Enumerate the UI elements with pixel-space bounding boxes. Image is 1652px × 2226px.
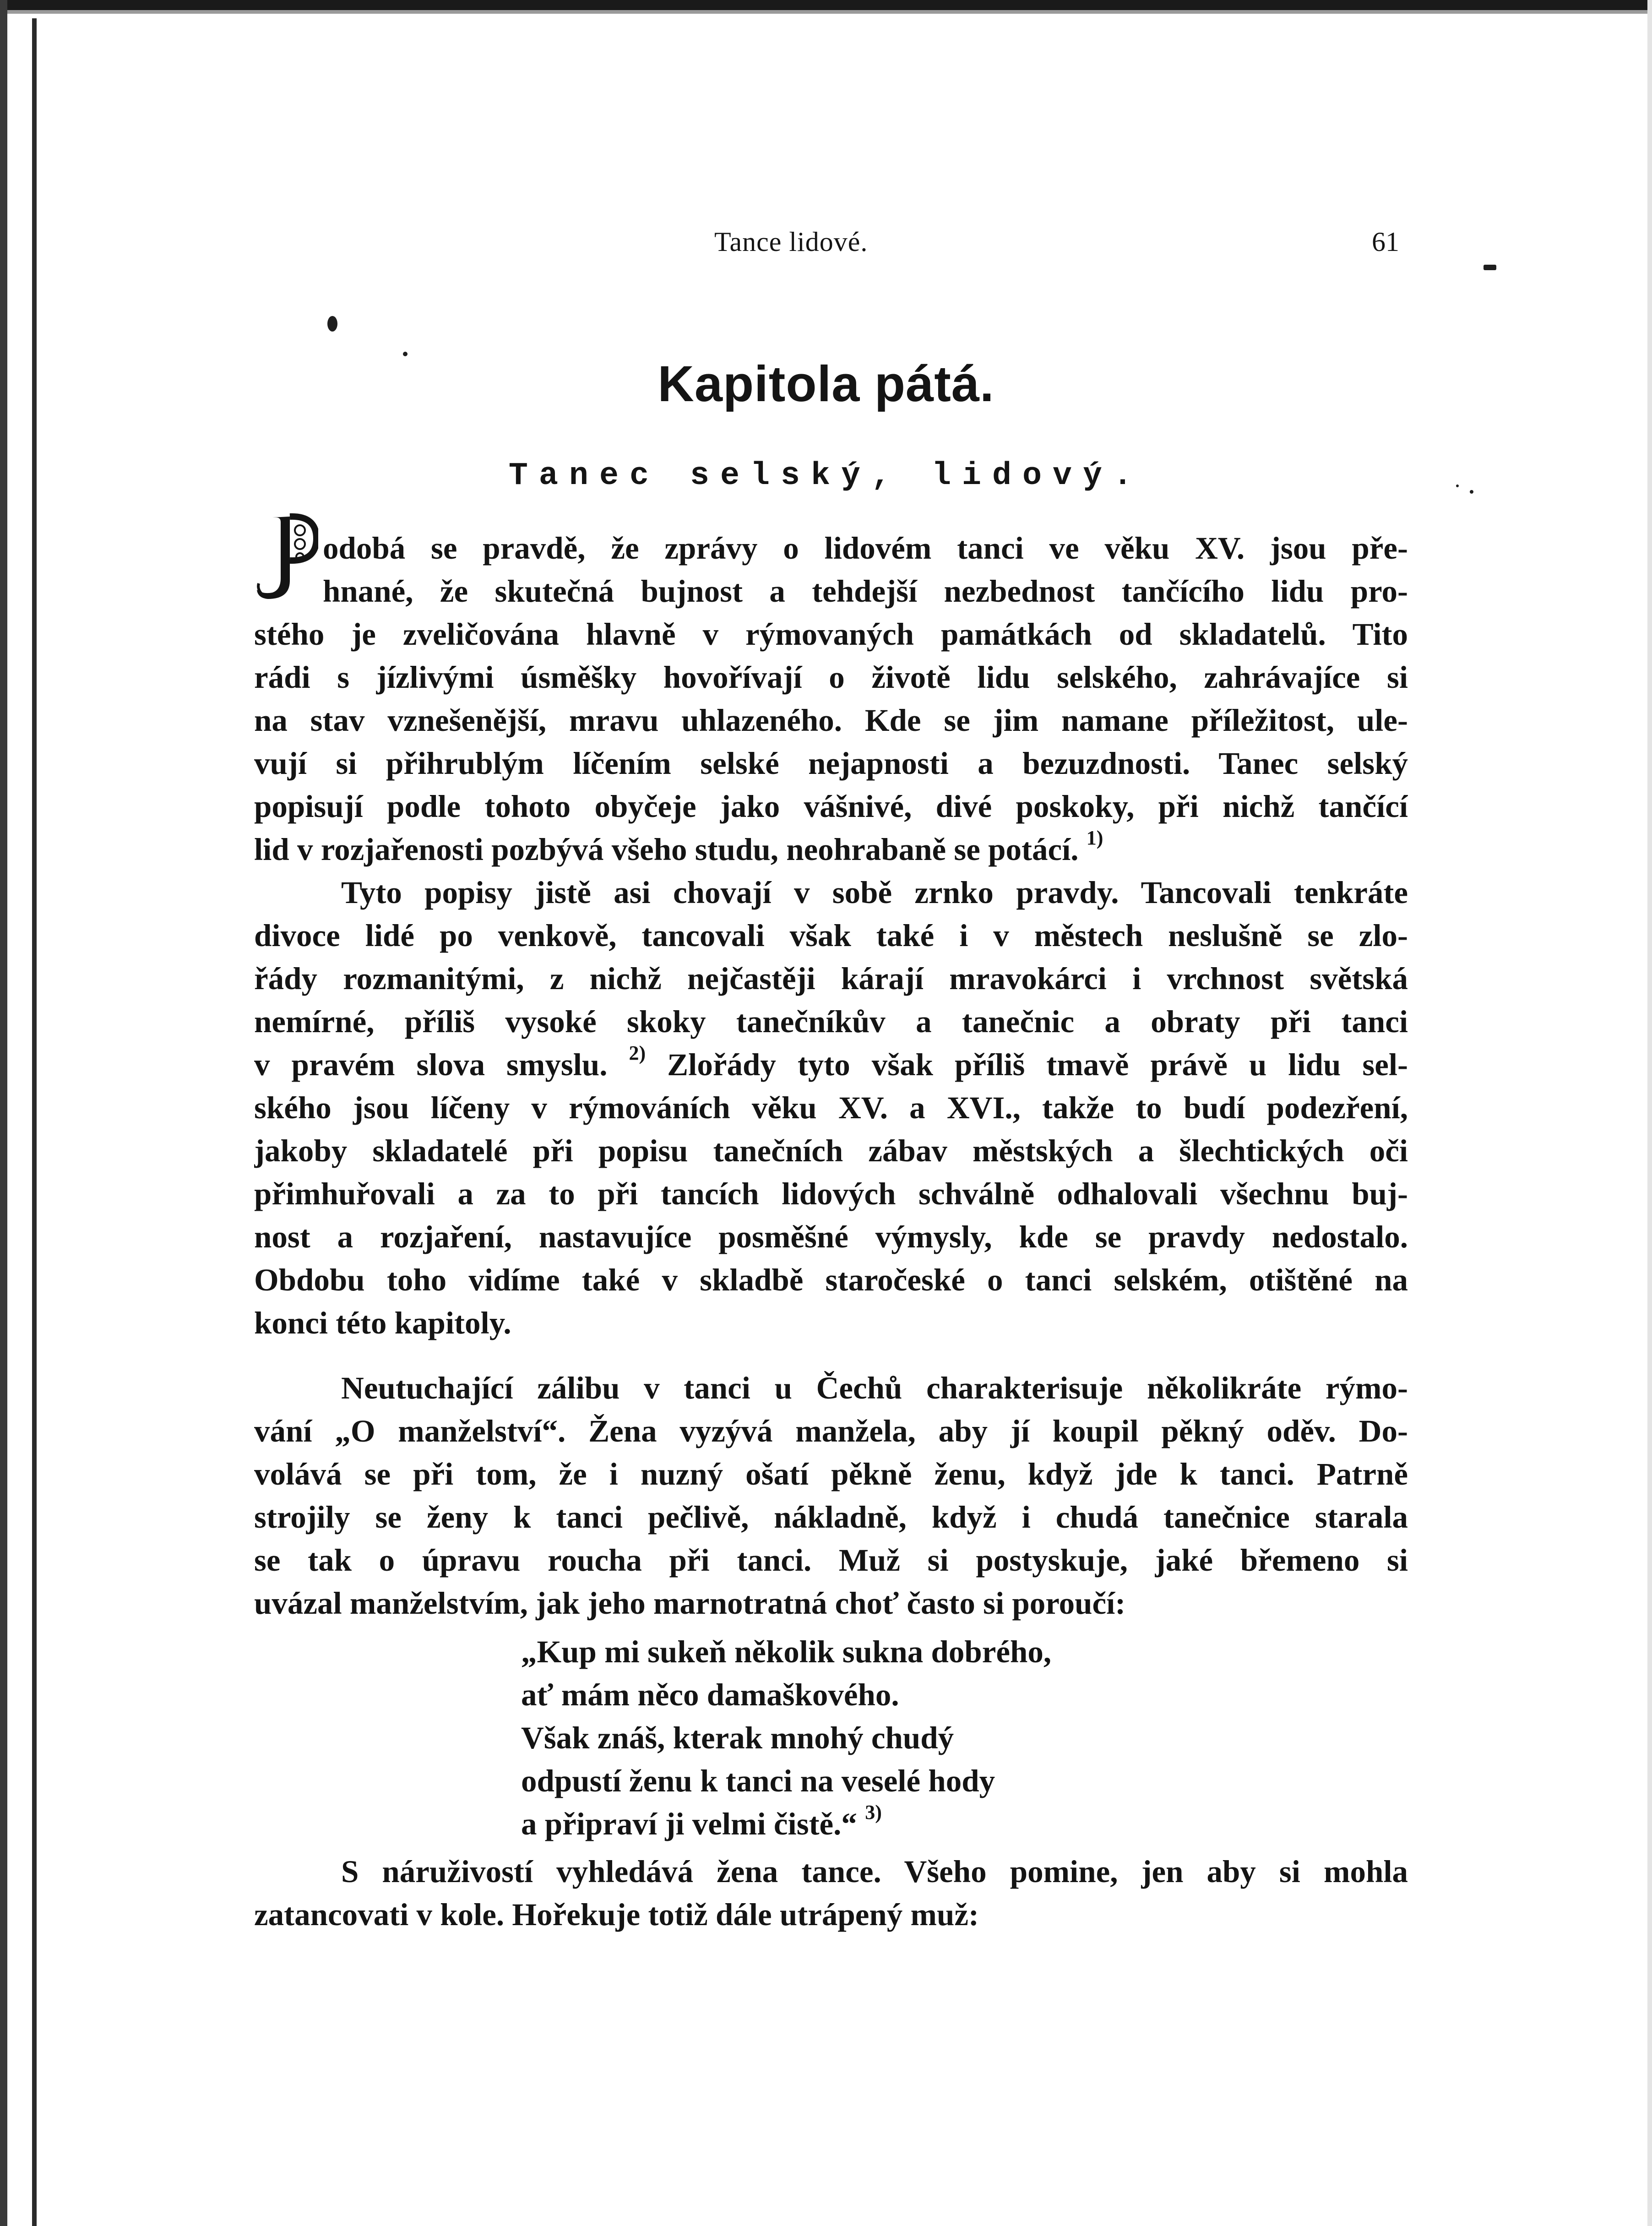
text-line: popisují podle tohoto obyčeje jako vášnivé, divé poskoky, při nichž tančící [254,789,1408,824]
text-line: Neutuchající zálibu v tanci u Čechů charakterisuje několikráte rýmo- [341,1371,1408,1405]
scan-speck [1484,265,1496,270]
text-line: stého je zveličována hlavně v rýmovaných památkách od skladatelů. Tito [254,617,1408,652]
verse-line: Však znáš, kterak mnohý chudý [521,1720,954,1755]
paragraph-3 [254,1366,1408,1625]
text-line: se tak o úpravu roucha při tanci. Muž si postyskuje, jaké břemeno si [254,1543,1408,1578]
scan-speck [327,316,337,332]
text-line-content: lid v rozjařenosti pozbývá všeho studu, neohrabaně se potácí. [254,832,1079,867]
text-line: zatancovati v kole. Hořekuje totiž dále utrápený muž: [254,1897,979,1932]
text-line [254,1043,1408,1086]
paragraph-4 [254,1850,1408,1936]
text-line: uvázal manželstvím, jak jeho marnotratná choť často si poroučí: [254,1586,1126,1621]
scan-edge-right [1647,0,1652,2226]
scan-edge-left-inner [32,18,37,2226]
scan-edge-left [0,0,7,2226]
footnote-ref: 2) [629,1043,646,1064]
verse-line: „Kup mi sukeň několik sukna dobrého, [521,1634,1052,1669]
footnote-ref: 3) [865,1802,882,1823]
text-line: ského jsou líčeny v rýmováních věku XV. a XVI., takže to budí podezření, [254,1090,1408,1125]
paragraph-1 [254,527,1408,871]
text-line: Tyto popisy jistě asi chovají v sobě zrnko pravdy. Tancovali tenkráte [341,875,1408,910]
text-line [254,828,1408,871]
text-line: Obdobu toho vidíme také v skladbě staročeské o tanci selském, otištěné na [254,1263,1408,1297]
verse-line: odpustí ženu k tanci na veselé hody [521,1763,995,1798]
text-line: odobá se pravdě, že zprávy o lidovém tanci ve věku XV. jsou pře- [323,531,1408,566]
verse-line: ať mám něco damaškového. [521,1677,899,1712]
scan-edge-top [0,0,1652,10]
footnote-ref: 1) [1086,828,1103,849]
running-head: Tance lidové. [714,227,868,257]
chapter-subtitle: Tanec selský, lidový. [508,458,1144,494]
text-line: řády rozmanitými, z nichž nejčastěji kárají mravokárci i vrchnost světská [254,961,1408,996]
paragraph-2 [254,871,1408,1344]
text-line: jakoby skladatelé při popisu tanečních zábav městských a šlechtických oči [254,1133,1408,1168]
scan-edge-top-shadow [0,10,1652,14]
text-line-content: v pravém slova smyslu. [254,1047,608,1082]
text-line: S náruživostí vyhledává žena tance. Všeho pomine, jen aby si mohla [341,1854,1408,1889]
text-line: přimhuřovali a za to při tancích lidových schválně odhalovali všechnu buj- [254,1176,1408,1211]
text-line: nemírné, příliš vysoké skoky tanečníkův a tanečnic a obraty při tanci [254,1004,1408,1039]
text-line: strojily se ženy k tanci pečlivě, nákladně, když i chudá tanečnice starala [254,1500,1408,1535]
text-line: nost a rozjaření, nastavujíce posměšné výmysly, kde se pravdy nedostalo. [254,1219,1408,1254]
text-line-content: Zlořády tyto však příliš tmavě právě u lidu sel- [667,1047,1408,1082]
text-line: hnané, že skutečná bujnost a tehdejší nezbednost tančícího lidu pro- [323,574,1408,609]
text-line: vují si přihrublým líčením selské nejapnosti a bezuzdnosti. Tanec selský [254,746,1408,781]
verse-quote [521,1630,1208,1845]
text-line: volává se při tom, že i nuzný ošatí pěkně ženu, když jde k tanci. Patrně [254,1457,1408,1491]
chapter-title: Kapitola pátá. [658,356,994,412]
page-number: 61 [1372,227,1399,257]
text-line: na stav vznešenější, mravu uhlazeného. Kde se jim namane příležitost, ule- [254,703,1408,738]
text-line: divoce lidé po venkově, tancovali však také i v městech neslušně se zlo- [254,918,1408,953]
verse-line-content: a připraví ji velmi čistě.“ [521,1807,857,1841]
text-line: vání „O manželství“. Žena vyzývá manžela, aby jí koupil pěkný oděv. Do- [254,1414,1408,1448]
text-line: rádi s jízlivými úsměšky hovořívají o životě lidu selského, zahrávajíce si [254,660,1408,695]
verse-line [521,1802,1208,1845]
text-line: konci této kapitoly. [254,1306,511,1340]
